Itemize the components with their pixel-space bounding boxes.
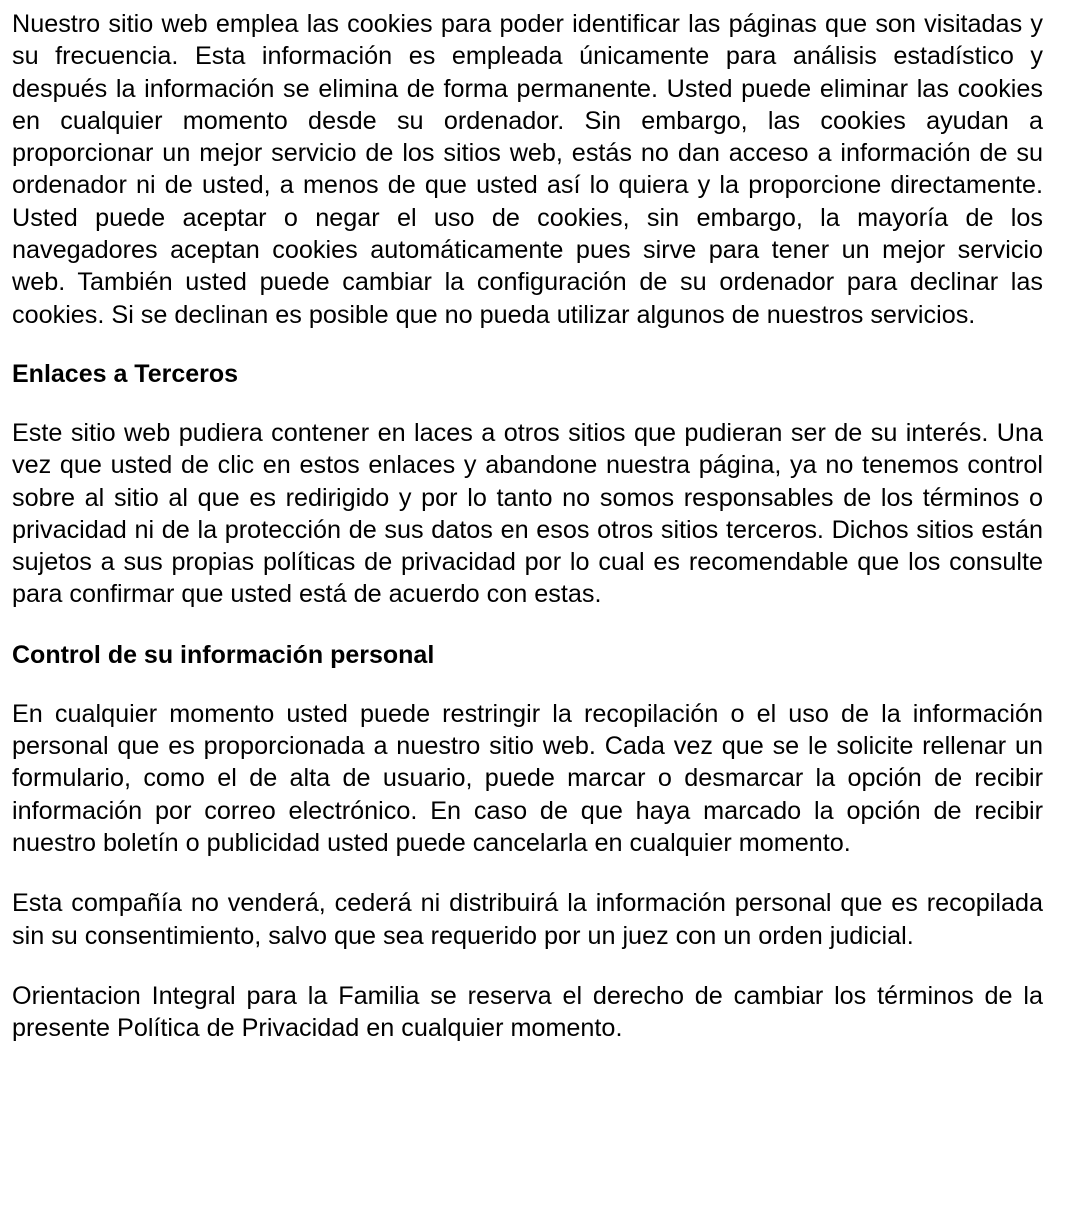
third-party-links-paragraph: Este sitio web pudiera contener en laces a otros sitios que pudieran ser de su interés. Una vez que usted de clic en estos enlaces y abandone nuestra página, ya no tenemos control sobre al sitio al que es redirigido y por lo tanto no somos responsables de los términos o privacidad ni de la protección de sus datos en esos otros sitios terceros. Dichos sitios están sujetos a sus propias políticas de privacidad por lo cual es recomendable que los consulte para confirmar que usted está de acuerdo con estas. (12, 418, 1043, 609)
document-page (12, 8, 1043, 1044)
third-party-links-heading: Enlaces a Terceros (12, 359, 239, 388)
policy-changes-paragraph: Orientacion Integral para la Familia se reserva el derecho de cambiar los términos de la presente Política de Privacidad en cualquier momento. (12, 981, 1043, 1043)
personal-info-control-paragraph: En cualquier momento usted puede restringir la recopilación o el uso de la información personal que es proporcionada a nuestro sitio web. Cada vez que se le solicite rellenar un formulario, como el de alta de usuario, puede marcar o desmarcar la opción de recibir información por correo electrónico. En caso de que haya marcado la opción de recibir nuestro boletín o publicidad usted puede cancelarla en cualquier momento. (12, 699, 1043, 857)
no-sale-paragraph: Esta compañía no venderá, cederá ni distribuirá la información personal que es recopilada sin su consentimiento, salvo que sea requerido por un juez con un orden judicial. (12, 889, 1043, 950)
cookies-paragraph: Nuestro sitio web emplea las cookies para poder identificar las páginas que son visitadas y su frecuencia. Esta información es empleada únicamente para análisis estadístico y después la información se elimina de forma permanente. Usted puede eliminar las cookies en cualquier momento desde su ordenador. Sin embargo, las cookies ayudan a proporcionar un mejor servicio de los sitios web, estás no dan acceso a información de su ordenador ni de usted, a menos de que usted así lo quiera y la proporcione directamente. Usted puede aceptar o negar el uso de cookies, sin embargo, la mayoría de los navegadores aceptan cookies automáticamente pues sirve para tener un mejor servicio web. También usted puede cambiar la configuración de su ordenador para declinar las cookies. Si se declinan es posible que no pueda utilizar algunos de nuestros servicios. (12, 10, 1043, 329)
personal-info-control-heading: Control de su información personal (12, 640, 435, 669)
